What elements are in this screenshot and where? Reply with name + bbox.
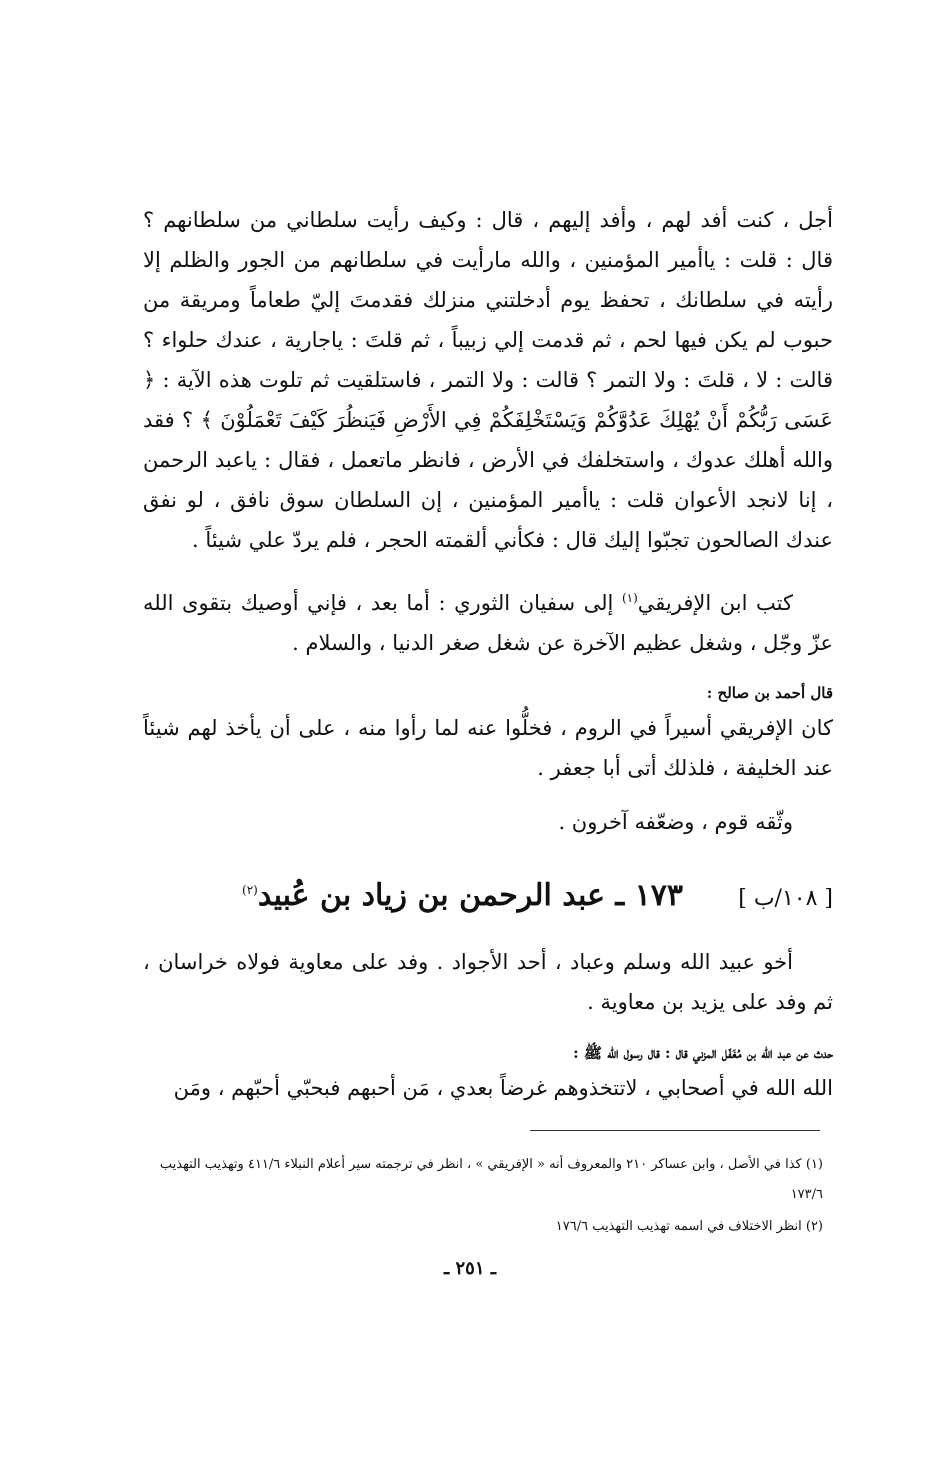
paragraph-grading: وثّقه قوم ، وضعّفه آخرون . [558,810,793,834]
lead-ahmad-ibn-salih: قال أحمد بن صالح : [706,684,833,702]
footnote-1: (١) كذا في الأصل ، وابن عساكر ٢١٠ والمعروف أنه « الإفريقي » ، انظر في ترجمته سير أعلام النبلاء ٤١١/٦ وتهذيب التهذيب ١٧٣/٦ [159,1157,823,1202]
entry-title [242,878,683,913]
footnote-separator [530,1130,820,1131]
paragraph-biography: أخو عبيد الله وسلم وعباد ، أحد الأجواد . وفد على معاوية فولاه خراسان ، ثم وفد على يزيد بن معاوية . [143,950,833,1014]
paragraph-letter-start: كتب ابن الإفريقي [637,591,793,615]
page-number: ـ ٢٥١ ـ [443,1258,497,1279]
entry-heading [143,878,833,928]
paragraph-letter-rest: إلى سفيان الثوري : أما بعد ، فإني أوصيك بتقوى الله عزّ وجّل ، وشغل عظيم الآخرة عن شغل صغر الدنيا ، والسلام . [143,591,833,655]
entry-title-text: ١٧٣ ـ عبد الرحمن بن زياد بن عُبيد [257,878,683,913]
paragraph-hadith: الله الله في أصحابي ، لاتتخذوهم غرضاً بعدي ، مَن أحبهم فبحبّي أحبّهم ، ومَن [173,1076,833,1100]
footnote-2: (٢) انظر الاختلاف في اسمه تهذيب التهذيب ١٧٦/٦ [555,1219,823,1234]
footnote-ref-1: (١) [621,591,638,605]
folio-reference: [ ١٠٨/ب ] [738,886,833,911]
lead-hadith-chain: حدث عن عبد الله بن مُغَفّل المزني قال : قال رسول الله ﷺ : [573,1044,833,1062]
paragraph-letter [143,578,833,663]
paragraph-narration: أجل ، كنت أفد لهم ، وأفد إليهم ، قال : وكيف رأيت سلطاني من سلطانهم ؟ قال : قلت : ياأمير المؤمنين ، والله مارأيت في سلطانهم من الجور والظلم إلا رأيته في سلطانك ، تحفظ يوم أدخلتني منزلك فقدمتَ إليّ طعاماً ومريقة من حبوب لم يكن فيها لحم ، ثم قدمت إلي زبيباً ، ثم قلتَ : ياجارية ، عندك حلواء ؟ قالت : لا ، قلتَ : ولا التمر ؟ قالت : ولا التمر ، فاستلقيت ثم تلوت هذه الآية : ﴿ عَسَى رَبُّكُمْ أَنْ يُهْلِكَ عَدُوَّكُمْ وَيَسْتَخْلِفَكُمْ فِي الأَرْضِ فَيَنظُرَ كَيْفَ تَعْمَلُوْنَ ﴾ ؟ فقد والله أهلك عدوك ، واستخلفك في الأرض ، فانظر ماتعمل ، فقال : ياعبد الرحمن ، إنا لانجد الأعوان قلت : ياأمير المؤمنين ، إن السلطان سوق نافق ، لو نفق عندك الصالحون تجبّوا إليك قال : فكأني ألقمته الحجر ، فلم يردّ علي شيئاً . [143,208,833,552]
footnote-ref-2: (٢) [242,883,258,897]
paragraph-captivity: كان الإفريقي أسيراً في الروم ، فخلُّوا عنه لما رأوا منه ، على أن يأخذ لهم شيئاً عند الخليفة ، فلذلك أتى أبا جعفر . [143,716,833,780]
